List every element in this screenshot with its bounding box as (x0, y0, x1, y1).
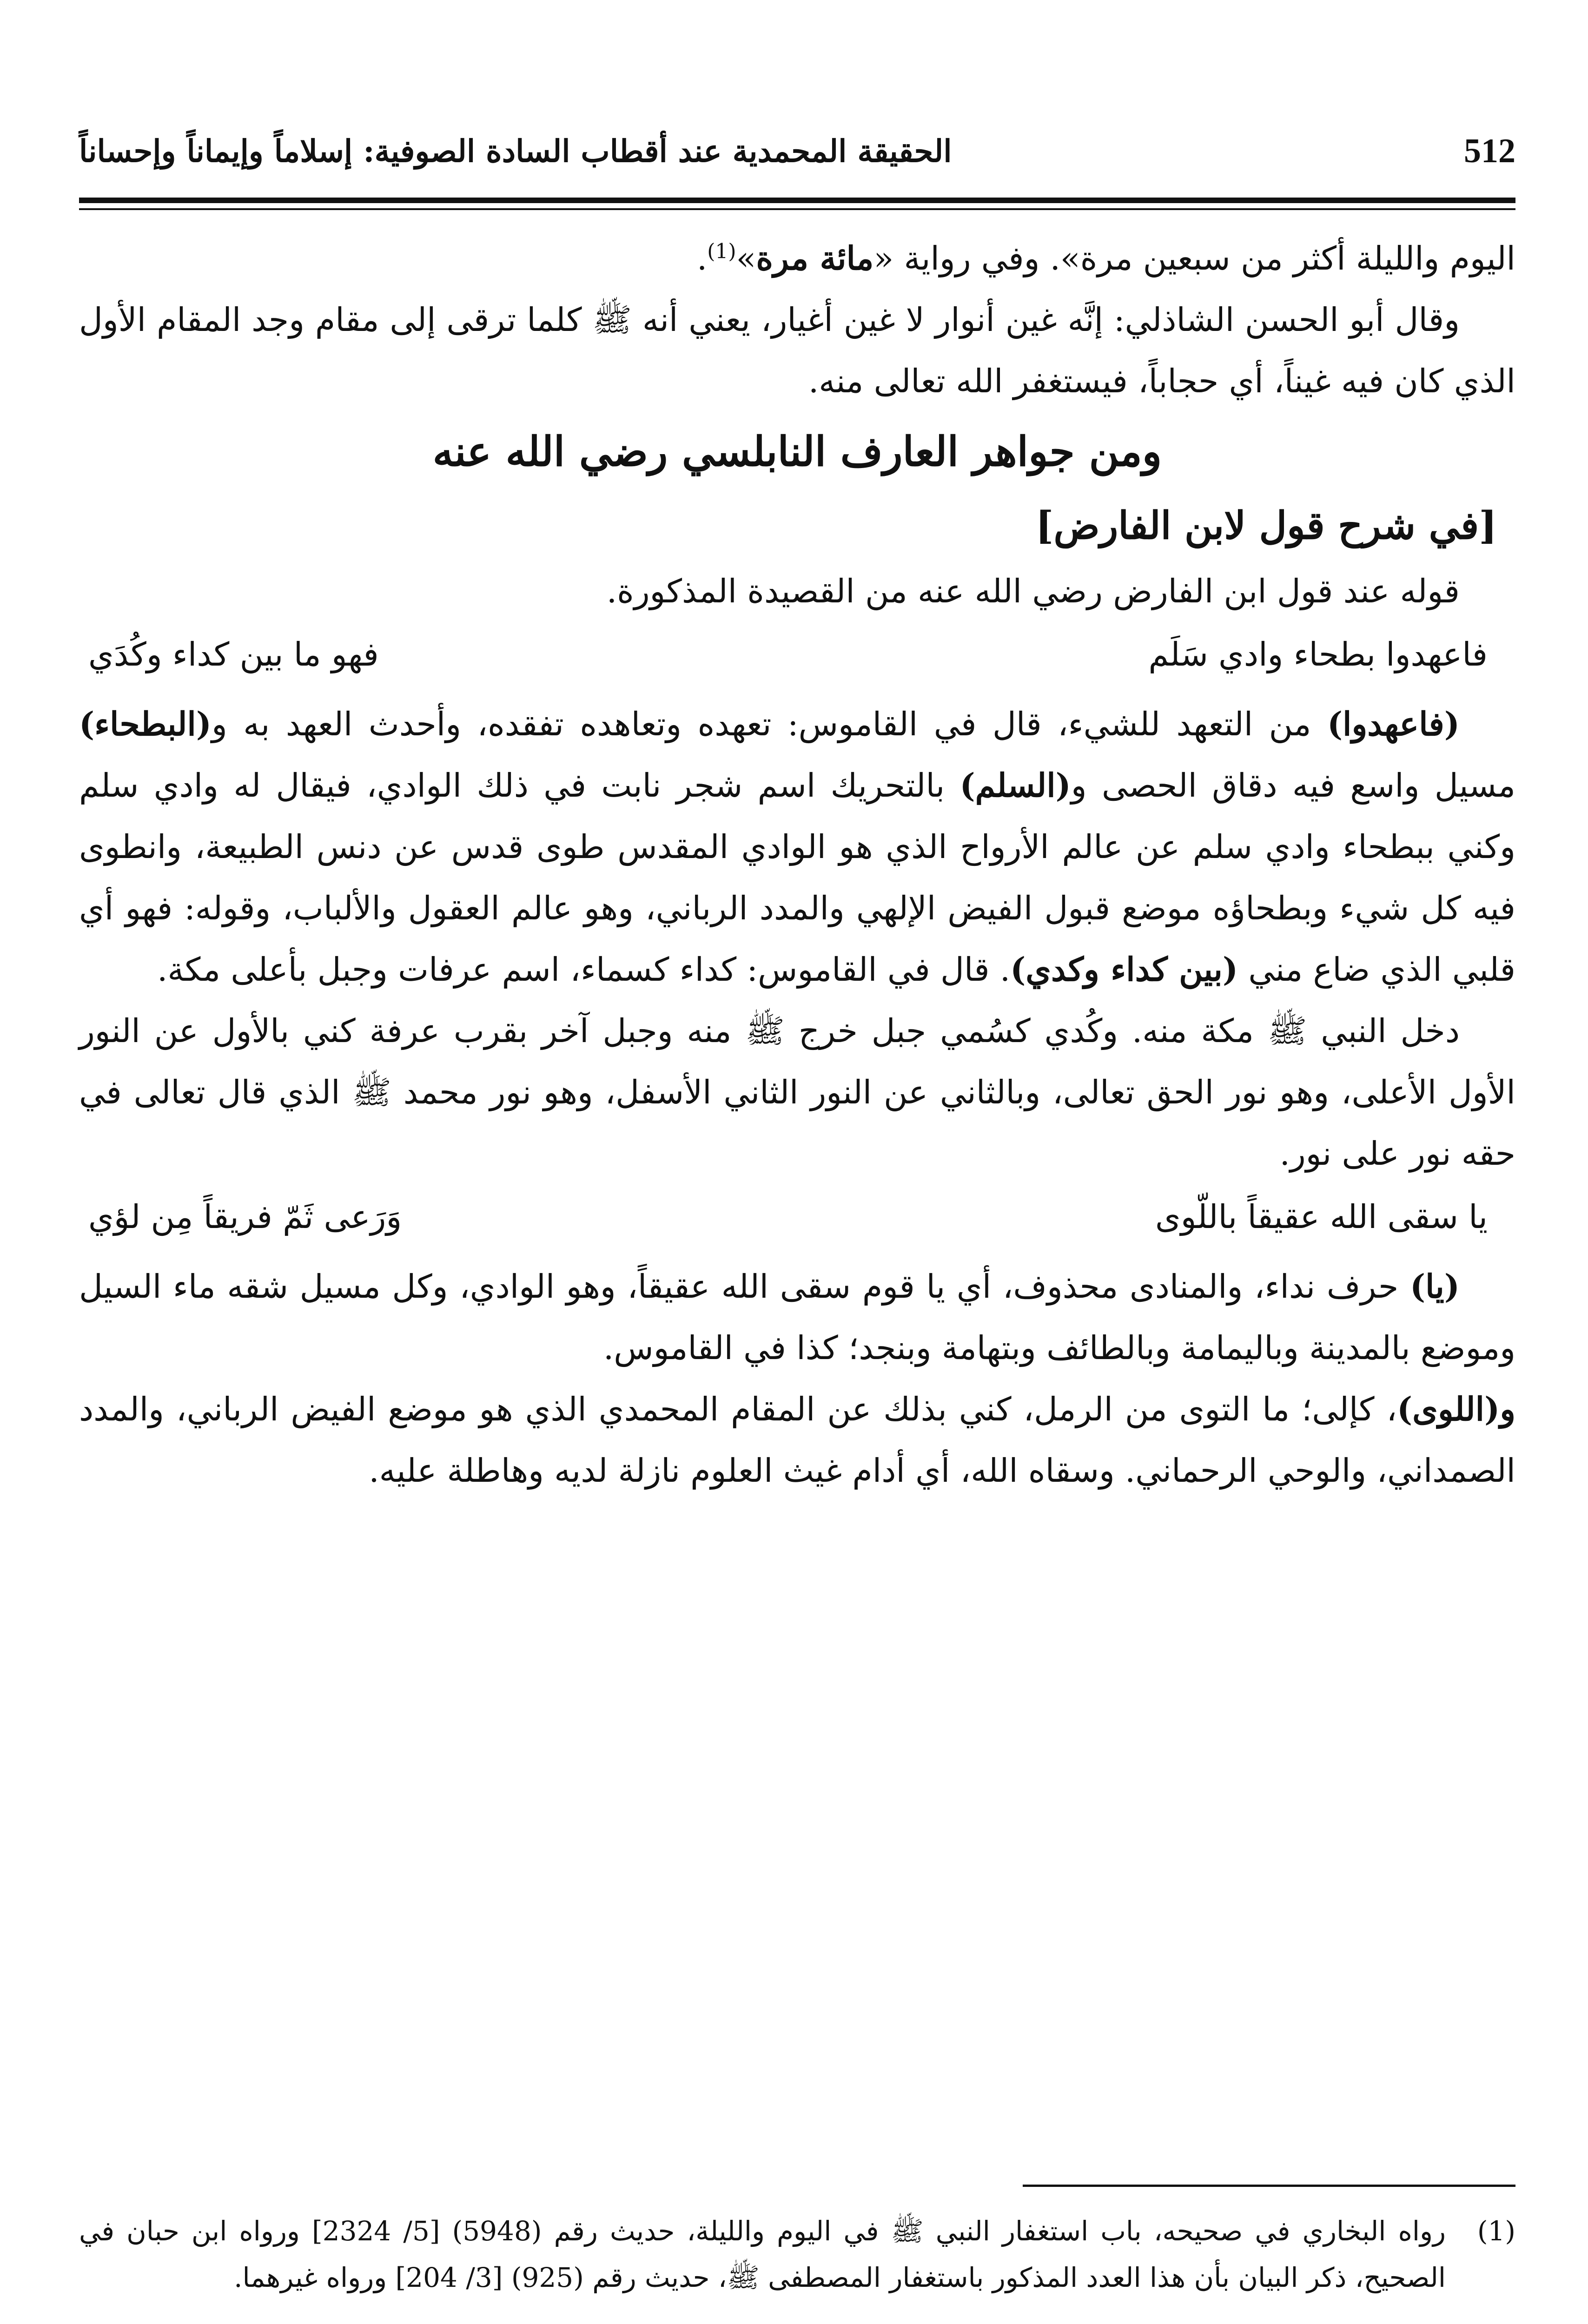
text-run: حرف نداء، والمنادى محذوف، أي يا قوم سقى الله عقيقاً، وهو الوادي، وكل مسيل شقه ماء السيل وموضع بالمدينة وباليمامة وبالطائف وبتهامة وبنجد؛ كذا في القاموس. (79, 1268, 1515, 1367)
paragraph-continuation (79, 228, 1515, 289)
bold-term: (يا) (1409, 1267, 1460, 1306)
header-rule-thick (79, 198, 1515, 203)
text-run: » (736, 239, 756, 277)
commentary-paragraph-4 (79, 1379, 1515, 1501)
section-subheading: [في شرح قول لابن الفارض] (1035, 503, 1497, 548)
bold-term: (السلم) (959, 766, 1071, 805)
commentary-paragraph-2: دخل النبي ﷺ مكة منه. وكُدي كسُمي جبل خرج ﷺ منه وجبل آخر بقرب عرفة كني بالأول عن النور الأول الأعلى، وهو نور الحق تعالى، وبالثاني عن النور الثاني الأسفل، وهو نور محمد ﷺ الذي قال تعالى في حقه نور على نور. (79, 1012, 1515, 1173)
commentary-paragraph-1 (79, 693, 1515, 1000)
section-heading: ومن جواهر العارف النابلسي رضي الله عنه (432, 427, 1162, 475)
bold-phrase: مائة مرة (756, 239, 874, 277)
footnote-separator (1023, 2185, 1515, 2187)
verse-line-1 (79, 622, 1515, 687)
text-run: . قال في القاموس: كداء كسماء، اسم عرفات وجبل بأعلى مكة. (157, 951, 1011, 989)
commentary-paragraph-3 (79, 1256, 1515, 1379)
text-run: من التعهد للشيء، قال في القاموس: تعهده وتعاهده تفقده، وأحدث العهد به و (212, 705, 1327, 743)
intro-line: قوله عند قول ابن الفارض رضي الله عنه من القصيدة المذكورة. (606, 572, 1460, 610)
text-run: اليوم والليلة أكثر من سبعين مرة». وفي رواية « (873, 239, 1515, 277)
text-run: ، كإلى؛ ما التوى من الرمل، كني بذلك عن المقام المحمدي الذي هو موضع الفيض الرباني، والمدد الصمداني، والوحي الرحماني. وسقاه الله، أي أدام غيث العلوم نازلة لديه وهاطلة عليه. (79, 1390, 1515, 1490)
page-number: 512 (1464, 132, 1515, 170)
book-page (79, 116, 1515, 2324)
page-body (79, 228, 1515, 1501)
text-run: مسيل واسع فيه دقاق الحصى و (1071, 766, 1515, 805)
header-rule-thin (79, 208, 1515, 210)
verse-2-second-hemistich: وَرَعى ثَمّ فريقاً مِن لؤي (88, 1198, 402, 1236)
verse-1-second-hemistich: فهو ما بين كداء وكُدَي (88, 635, 379, 673)
bold-term: (فاعهدوا) (1327, 705, 1460, 743)
paragraph-shadhili: وقال أبو الحسن الشاذلي: إنَّه غين أنوار لا غين أغيار، يعني أنه ﷺ كلما ترقى إلى مقام وجد المقام الأول الذي كان فيه غيناً، أي حجاباً، فيستغفر الله تعالى منه. (79, 301, 1515, 400)
footnote-number: (1) (1477, 2215, 1515, 2247)
verse-2-first-hemistich: يا سقى الله عقيقاً باللّوى (1155, 1198, 1488, 1236)
running-title: الحقيقة المحمدية عند أقطاب السادة الصوفية: إسلاماً وإيماناً وإحساناً (79, 133, 952, 169)
footnote-text: رواه البخاري في صحيحه، باب استغفار النبي ﷺ في اليوم والليلة، حديث رقم (5948) [5/ 2324] ورواه ابن حبان في الصحيح، ذكر البيان بأن هذا العدد المذكور باستغفار المصطفى ﷺ، حديث رقم (925) [3/ 204] ورواه غيرهما. (79, 2215, 1446, 2293)
verse-line-2 (79, 1184, 1515, 1249)
footnotes (79, 2208, 1515, 2301)
footnote (79, 2208, 1515, 2301)
text-run: . (696, 239, 708, 277)
text-run: بالتحريك اسم شجر نابت في ذلك الوادي، فيقال له وادي سلم وكني ببطحاء وادي سلم عن عالم الأرواح الذي هو الوادي المقدس طوى قدس عن دنس الطبيعة، وانطوى فيه كل شيء وبطحاؤه موضع قبول الفيض الإلهي والمدد الرباني، وهو عالم العقول والألباب، وقوله: فهو أي قلبي الذي ضاع مني (79, 766, 1515, 989)
footnote-reference[interactable]: (1) (707, 239, 736, 264)
bold-term: (البطحاء) (79, 705, 212, 743)
bold-term: (بين كداء وكدي) (1010, 950, 1238, 989)
page-header (79, 116, 1515, 186)
verse-1-first-hemistich: فاعهدوا بطحاء وادي سَلَم (1148, 635, 1488, 673)
bold-term: و(اللوى) (1397, 1390, 1515, 1428)
